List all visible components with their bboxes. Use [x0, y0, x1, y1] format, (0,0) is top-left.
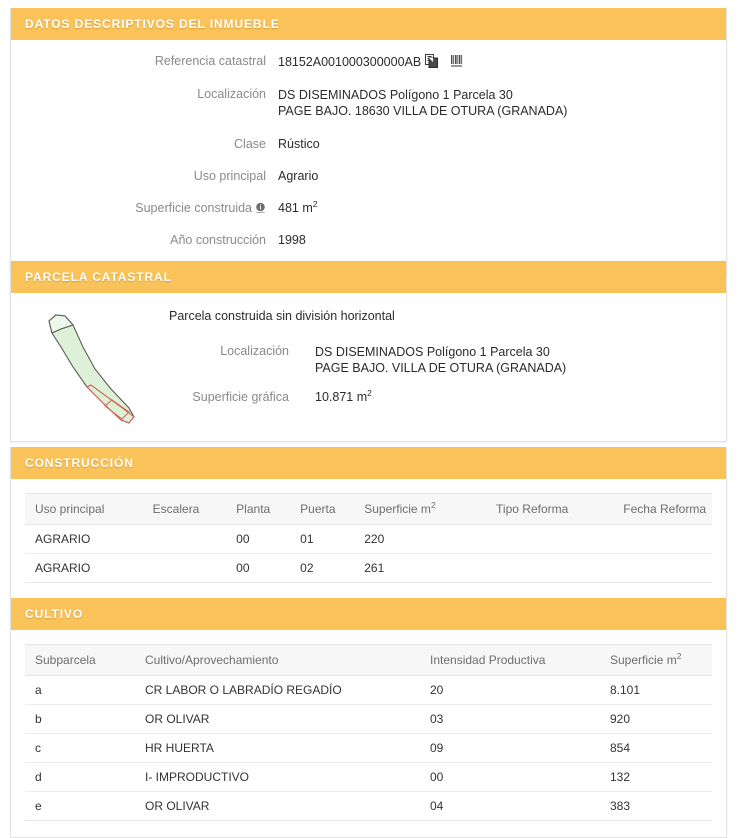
barcode-icon[interactable] — [450, 54, 464, 68]
parcela-definition-table — [159, 337, 726, 411]
cell-subparcela: b — [25, 705, 135, 734]
cell-uso-principal: AGRARIO — [25, 525, 143, 554]
cell-puerta: 01 — [290, 525, 354, 554]
unit-superficie-construida: m — [302, 201, 313, 215]
table-row — [25, 554, 712, 583]
cell-cultivo: CR LABOR O LABRADÍO REGADÍO — [135, 676, 420, 705]
row-anio-construccion — [11, 224, 726, 256]
label-superficie-construida-cell — [11, 192, 278, 224]
value-referencia-catastral-cell — [278, 40, 726, 78]
label-anio-construccion: Año construcción — [170, 233, 266, 247]
cell-superficie: 132 — [600, 763, 712, 792]
row-parcela-localizacion — [159, 337, 726, 383]
col-superficie — [354, 494, 486, 525]
cell-intensidad: 09 — [420, 734, 600, 763]
cultivo-table-wrap — [11, 630, 726, 837]
cell-cultivo: OR OLIVAR — [135, 705, 420, 734]
value-anio-construccion: 1998 — [278, 233, 306, 247]
col-superficie-exp: 2 — [676, 651, 682, 661]
cell-superficie: 383 — [600, 792, 712, 821]
label-superficie-grafica: Superficie gráfica — [192, 390, 289, 404]
table-row — [25, 676, 712, 705]
value-parcela-localizacion-line1: DS DISEMINADOS Polígono 1 Parcela 30 — [315, 345, 550, 359]
cell-cultivo: HR HUERTA — [135, 734, 420, 763]
parcela-info — [159, 303, 726, 411]
exp-superficie-grafica: 2 — [367, 387, 372, 398]
value-uso-principal: Agrario — [278, 169, 319, 183]
row-superficie-construida — [11, 192, 726, 224]
col-tipo-reforma: Tipo Reforma — [486, 494, 613, 525]
col-escalera: Escalera — [143, 494, 227, 525]
table-row — [25, 734, 712, 763]
row-localizacion — [11, 78, 726, 128]
cell-planta: 00 — [226, 554, 290, 583]
value-localizacion-line2: PAGE BAJO. 18630 VILLA DE OTURA (GRANADA) — [278, 104, 568, 118]
cell-superficie: 220 — [354, 525, 486, 554]
cell-superficie: 920 — [600, 705, 712, 734]
label-uso-principal: Uso principal — [193, 169, 266, 183]
cell-planta: 00 — [226, 525, 290, 554]
table-row — [25, 763, 712, 792]
cell-subparcela: d — [25, 763, 135, 792]
row-clase — [11, 128, 726, 160]
cell-intensidad: 04 — [420, 792, 600, 821]
cell-fecha-reforma — [613, 554, 712, 583]
label-referencia-catastral: Referencia catastral — [154, 54, 266, 68]
panel-cultivo-body — [11, 630, 726, 837]
value-superficie-grafica: 10.871 — [315, 390, 354, 404]
cell-intensidad: 03 — [420, 705, 600, 734]
cell-intensidad: 00 — [420, 763, 600, 792]
value-superficie-grafica-cell — [315, 383, 726, 411]
col-superficie-label: Superficie m — [610, 653, 677, 667]
col-planta: Planta — [226, 494, 290, 525]
table-row — [25, 525, 712, 554]
panel-cultivo — [10, 598, 727, 838]
row-parcela-superficie-grafica — [159, 383, 726, 411]
row-referencia-catastral — [11, 40, 726, 78]
label-clase: Clase — [234, 137, 266, 151]
col-puerta: Puerta — [290, 494, 354, 525]
table-row — [25, 792, 712, 821]
cell-puerta: 02 — [290, 554, 354, 583]
value-localizacion-line1: DS DISEMINADOS Polígono 1 Parcela 30 — [278, 88, 513, 102]
cell-cultivo: OR OLIVAR — [135, 792, 420, 821]
cultivo-header-row — [25, 645, 712, 676]
row-uso-principal — [11, 160, 726, 192]
cell-cultivo: I- IMPRODUCTIVO — [135, 763, 420, 792]
panel-construccion — [10, 447, 727, 600]
col-fecha-reforma: Fecha Reforma — [613, 494, 712, 525]
panel-parcela-header: PARCELA CATASTRAL — [11, 261, 726, 293]
cell-escalera — [143, 525, 227, 554]
table-row — [25, 705, 712, 734]
panel-construccion-body — [11, 479, 726, 599]
cell-fecha-reforma — [613, 525, 712, 554]
cell-subparcela: a — [25, 676, 135, 705]
value-parcela-localizacion-line2: PAGE BAJO. VILLA DE OTURA (GRANADA) — [315, 361, 567, 375]
col-intensidad-productiva: Intensidad Productiva — [420, 645, 600, 676]
col-superficie — [600, 645, 712, 676]
panel-datos-descriptivos — [10, 8, 727, 273]
panel-construccion-header: CONSTRUCCIÓN — [11, 447, 726, 479]
value-referencia-catastral: 18152A001000300000AB — [278, 55, 422, 69]
col-subparcela: Subparcela — [25, 645, 135, 676]
col-superficie-exp: 2 — [430, 500, 436, 510]
cell-intensidad: 20 — [420, 676, 600, 705]
value-parcela-localizacion-cell — [315, 337, 726, 383]
cell-subparcela: e — [25, 792, 135, 821]
exp-superficie-construida: 2 — [312, 198, 318, 209]
panel-parcela-catastral — [10, 261, 727, 442]
label-localizacion: Localización — [197, 87, 266, 101]
cell-escalera — [143, 554, 227, 583]
panel-datos-header: DATOS DESCRIPTIVOS DEL INMUEBLE — [11, 8, 726, 40]
cell-tipo-reforma — [486, 525, 613, 554]
cell-subparcela: c — [25, 734, 135, 763]
datos-definition-table — [11, 40, 726, 256]
panel-datos-body — [11, 40, 726, 272]
value-localizacion-cell — [278, 78, 726, 128]
col-uso-principal: Uso principal — [25, 494, 143, 525]
construccion-table — [25, 493, 712, 583]
value-clase: Rústico — [278, 137, 320, 151]
cultivo-table — [25, 644, 712, 821]
value-superficie-construida-cell — [278, 192, 726, 224]
cell-superficie: 854 — [600, 734, 712, 763]
copy-icon[interactable] — [425, 54, 438, 68]
construccion-header-row — [25, 494, 712, 525]
parcela-content — [11, 293, 726, 441]
value-superficie-construida: 481 — [278, 201, 299, 215]
label-parcela-localizacion: Localización — [220, 344, 289, 358]
parcela-subtitle: Parcela construida sin división horizontal — [169, 309, 395, 323]
col-superficie-label: Superficie m — [364, 502, 431, 516]
panel-parcela-body — [11, 293, 726, 441]
cell-uso-principal: AGRARIO — [25, 554, 143, 583]
info-icon[interactable] — [255, 202, 266, 213]
cell-superficie: 8.101 — [600, 676, 712, 705]
col-cultivo-aprovechamiento: Cultivo/Aprovechamiento — [135, 645, 420, 676]
panel-cultivo-header: CULTIVO — [11, 598, 726, 630]
construccion-table-wrap — [11, 479, 726, 599]
cell-tipo-reforma — [486, 554, 613, 583]
cell-superficie: 261 — [354, 554, 486, 583]
unit-superficie-grafica: m — [356, 390, 368, 404]
label-superficie-construida: Superficie construida — [135, 201, 252, 215]
parcel-map-graphic[interactable] — [29, 307, 159, 427]
